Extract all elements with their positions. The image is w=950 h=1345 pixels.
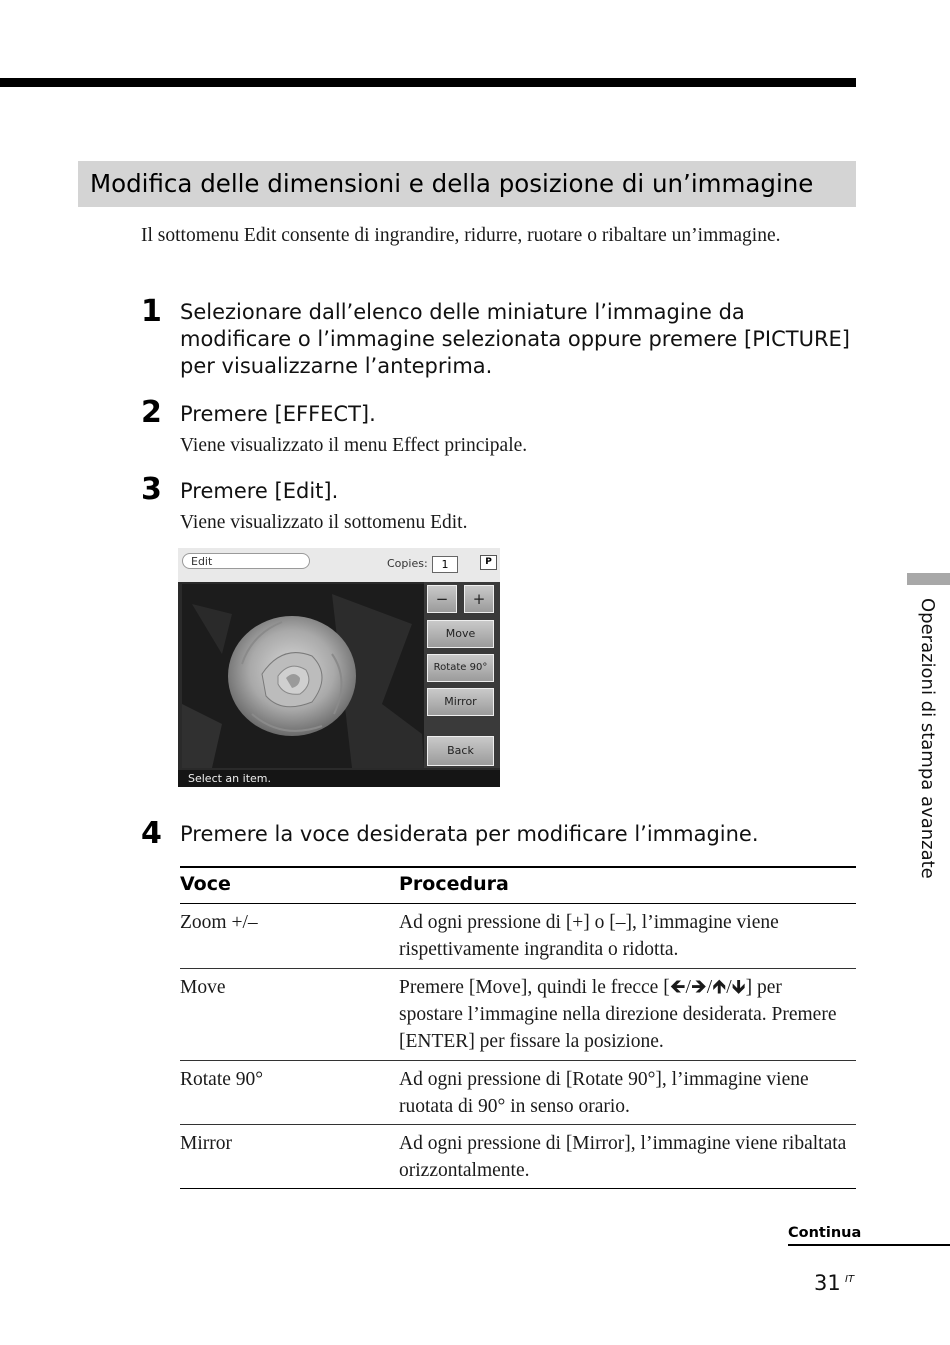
continua-rule xyxy=(788,1244,950,1246)
mirror-button[interactable]: Mirror xyxy=(427,688,494,716)
row-item: Rotate 90° xyxy=(180,1069,264,1090)
step-3-result: Viene visualizzato il sottomenu Edit. xyxy=(180,512,468,533)
row-item: Move xyxy=(180,977,226,998)
table-header xyxy=(180,868,856,904)
rose-photo xyxy=(182,584,424,768)
step-1-line-2: modificare o l’immagine selezionata oppure premere [PICTURE] xyxy=(180,327,850,351)
section-title: Modifica delle dimensioni e della posizione di un’immagine xyxy=(78,161,856,207)
intro-paragraph: Il sottomenu Edit consente di ingrandire, ridurre, ruotare o ribaltare un’immagine. xyxy=(141,225,781,246)
step-4-text: Premere la voce desiderata per modificare l’immagine. xyxy=(180,822,759,846)
device-header xyxy=(178,548,500,582)
side-section-label: Operazioni di stampa avanzate xyxy=(917,598,938,879)
step-3-number: 3 xyxy=(141,472,162,507)
zoom-minus-button[interactable]: − xyxy=(427,585,457,613)
zoom-plus-button[interactable]: + xyxy=(464,585,494,613)
table-row xyxy=(180,904,856,969)
copies-label: Copies: xyxy=(387,557,428,570)
continua-label: Continua xyxy=(788,1225,862,1241)
p-badge: P xyxy=(480,555,497,570)
table-row xyxy=(180,1061,856,1125)
page-language: IT xyxy=(845,1274,855,1285)
device-title: Edit xyxy=(182,553,310,569)
procedure-table xyxy=(180,866,856,1189)
step-1-number: 1 xyxy=(141,294,162,329)
row-procedure: Ad ogni pressione di [Mirror], l’immagine viene ribaltata orizzontalmente. xyxy=(399,1133,847,1181)
step-3-text: Premere [Edit]. xyxy=(180,479,339,503)
row-procedure: Ad ogni pressione di [Rotate 90°], l’immagine viene ruotata di 90° in senso orario. xyxy=(399,1069,809,1117)
row-item: Zoom +/– xyxy=(180,912,258,933)
rotate-90-button[interactable]: Rotate 90° xyxy=(427,654,494,682)
step-4-number: 4 xyxy=(141,816,162,851)
top-rule xyxy=(0,78,856,87)
row-item: Mirror xyxy=(180,1133,232,1154)
row-procedure: Premere [Move], quindi le frecce [🡸/🡺/🡹/🡻] per spostare l’immagine nella direzione desiderata. Premere [ENTER] per fissare la posizione. xyxy=(399,977,837,1052)
side-tab-marker xyxy=(907,573,950,585)
edit-menu-screenshot xyxy=(178,548,500,787)
step-2-number: 2 xyxy=(141,395,162,430)
table-row xyxy=(180,969,856,1061)
header-procedura: Procedura xyxy=(399,873,509,895)
step-1-line-3: per visualizzarne l’anteprima. xyxy=(180,354,493,378)
move-button[interactable]: Move xyxy=(427,620,494,648)
step-2-text: Premere [EFFECT]. xyxy=(180,402,376,426)
row-procedure: Ad ogni pressione di [+] o [–], l’immagine viene rispettivamente ingrandita o ridotta. xyxy=(399,912,779,960)
page-number: 31 xyxy=(814,1271,841,1295)
back-button[interactable]: Back xyxy=(427,736,494,766)
table-row xyxy=(180,1125,856,1189)
header-voce: Voce xyxy=(180,873,231,895)
step-2-result: Viene visualizzato il menu Effect principale. xyxy=(180,435,528,456)
rose-image xyxy=(182,584,424,768)
step-1-line-1: Selezionare dall’elenco delle miniature l’immagine da xyxy=(180,300,745,324)
device-button-panel xyxy=(424,582,500,768)
copies-value: 1 xyxy=(432,556,458,573)
device-status-bar: Select an item. xyxy=(178,770,500,787)
